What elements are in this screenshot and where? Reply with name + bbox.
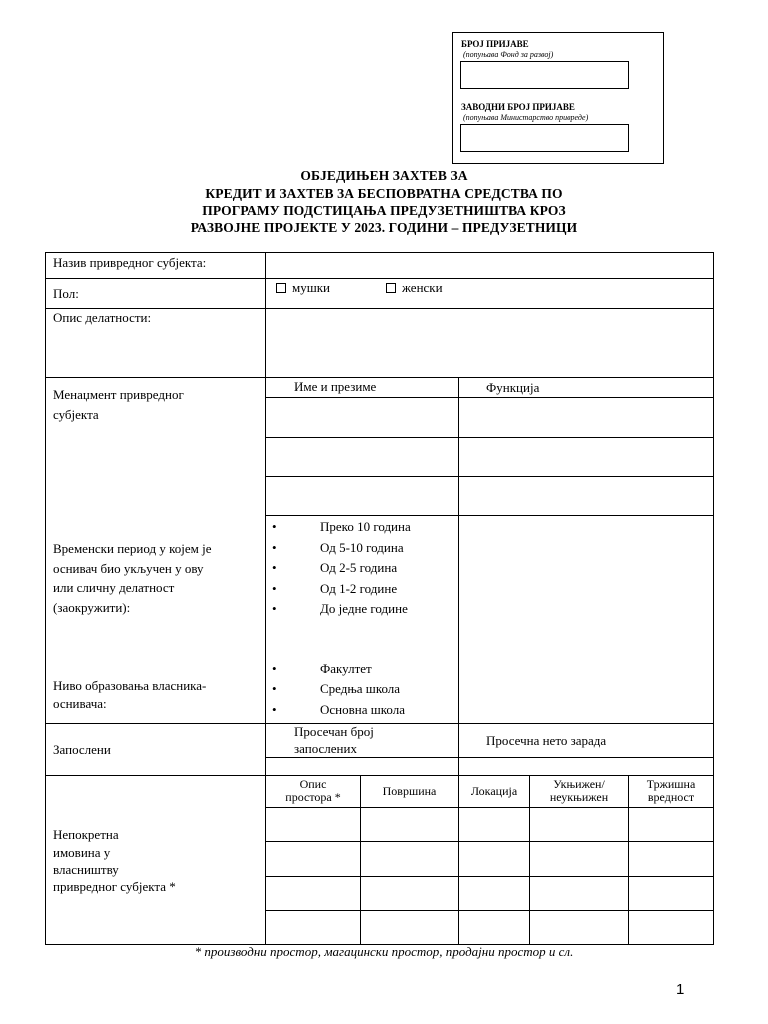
gender-male-checkbox[interactable] xyxy=(276,283,286,293)
avg-salary-field[interactable] xyxy=(459,758,713,775)
table-border-line xyxy=(265,515,714,516)
prop-header-registered-line-2: неукњижен xyxy=(549,790,609,804)
period-label-line-2: оснивач био укључен у ову xyxy=(53,561,204,576)
table-border-line xyxy=(45,278,714,279)
period-option[interactable]: Од 1-2 године xyxy=(320,581,398,596)
table-border-line xyxy=(45,775,714,776)
company-name-field[interactable] xyxy=(266,253,713,278)
period-option[interactable]: До једне године xyxy=(320,601,408,616)
prop-header-description-line-2: простора * xyxy=(285,790,341,804)
table-border-line xyxy=(458,515,459,723)
education-option[interactable]: Средња школа xyxy=(320,681,401,696)
log-number-note: (попуњава Министарство привреде) xyxy=(463,113,589,122)
table-border-line xyxy=(458,377,459,516)
title-line-2: КРЕДИТ И ЗАХТЕВ ЗА БЕСПОВРАТНА СРЕДСТВА ПО xyxy=(205,186,563,201)
registration-number-note: (попуњава Фонд за развој) xyxy=(463,50,554,59)
avg-salary-header: Просечна нето зарада xyxy=(486,733,607,748)
table-border-line xyxy=(45,377,714,378)
table-border-line xyxy=(265,807,714,808)
registration-number-label: БРОЈ ПРИЈАВЕ xyxy=(461,39,529,49)
footnote: * производни простор, магацински простор, продајни простор и сл. xyxy=(194,944,574,959)
table-border-line xyxy=(45,723,714,724)
avg-employees-header-line-2: запослених xyxy=(294,741,357,756)
registration-number-field[interactable] xyxy=(460,61,629,89)
education-option[interactable]: Факултет xyxy=(320,661,372,676)
gender-male-label: мушки xyxy=(292,280,331,295)
property-label-line-1: Непокретна xyxy=(53,827,119,842)
bullet-icon: • xyxy=(272,540,277,555)
bullet-icon: • xyxy=(272,661,277,676)
gender-label: Пол: xyxy=(53,286,79,301)
prop-header-description-line-1: Опис xyxy=(299,777,327,791)
gender-female-label: женски xyxy=(402,280,443,295)
period-option[interactable]: Од 2-5 година xyxy=(320,560,398,575)
avg-employees-header-line-1: Просечан број xyxy=(294,724,374,739)
prop-header-registered xyxy=(530,778,628,804)
period-label-line-4: (заокружити): xyxy=(53,600,131,615)
management-label-line-1: Менаџмент привредног xyxy=(53,387,184,402)
management-label-line-2: субјекта xyxy=(53,407,99,422)
title-line-3: ПРОГРАМУ ПОДСТИЦАЊА ПРЕДУЗЕТНИШТВА КРОЗ xyxy=(202,203,566,218)
table-border-line xyxy=(265,437,714,438)
function-header: Функција xyxy=(486,380,540,395)
property-label-line-2: имовина у xyxy=(53,845,111,860)
company-name-label: Назив привредног субјекта: xyxy=(53,255,207,270)
table-border-line xyxy=(265,910,714,911)
title-line-1: ОБЈЕДИЊЕН ЗАХТЕВ ЗА xyxy=(300,168,468,183)
prop-header-market-value-line-1: Тржишна xyxy=(646,777,696,791)
education-option[interactable]: Основна школа xyxy=(320,702,405,717)
property-label-line-3: власништву xyxy=(53,862,119,877)
prop-header-description xyxy=(266,778,360,804)
employees-label: Запослени xyxy=(53,742,111,757)
log-number-label: ЗАВОДНИ БРОЈ ПРИЈАВЕ xyxy=(461,102,575,112)
gender-female-checkbox[interactable] xyxy=(386,283,396,293)
period-option[interactable]: Преко 10 година xyxy=(320,519,411,534)
property-label-line-4: привредног субјекта * xyxy=(53,879,176,894)
page-number: 1 xyxy=(676,981,685,998)
activity-label: Опис делатности: xyxy=(53,310,152,325)
education-label-line-2: оснивача: xyxy=(53,696,107,711)
period-option[interactable]: Од 5-10 година xyxy=(320,540,404,555)
period-label-line-1: Временски период у којем је xyxy=(53,541,212,556)
prop-header-market-value xyxy=(629,778,713,804)
name-header: Име и презиме xyxy=(294,379,377,394)
period-label-line-3: или сличну делатност xyxy=(53,580,175,595)
table-border-line xyxy=(265,476,714,477)
log-number-field[interactable] xyxy=(460,124,629,152)
gender-female-option[interactable] xyxy=(386,278,443,298)
prop-header-registered-line-1: Укњижен/ xyxy=(553,777,605,791)
title-line-4: РАЗВОЈНЕ ПРОЈЕКТЕ У 2023. ГОДИНИ – ПРЕДУЗЕТНИЦИ xyxy=(190,220,578,235)
gender-male-option[interactable] xyxy=(276,278,330,298)
bullet-icon: • xyxy=(272,581,277,596)
prop-header-location: Локација xyxy=(470,784,518,798)
education-label-line-1: Ниво образовања власника- xyxy=(53,678,207,693)
avg-employees-field[interactable] xyxy=(266,758,458,775)
table-border-line xyxy=(45,252,46,945)
bullet-icon: • xyxy=(272,560,277,575)
bullet-icon: • xyxy=(272,681,277,696)
table-border-line xyxy=(265,841,714,842)
activity-field[interactable] xyxy=(266,309,713,377)
bullet-icon: • xyxy=(272,702,277,717)
table-border-line xyxy=(458,775,459,945)
bullet-icon: • xyxy=(272,601,277,616)
table-border-line xyxy=(360,775,361,945)
prop-header-market-value-line-2: вредност xyxy=(647,790,695,804)
table-border-line xyxy=(265,876,714,877)
bullet-icon: • xyxy=(272,519,277,534)
prop-header-area: Површина xyxy=(382,784,437,798)
